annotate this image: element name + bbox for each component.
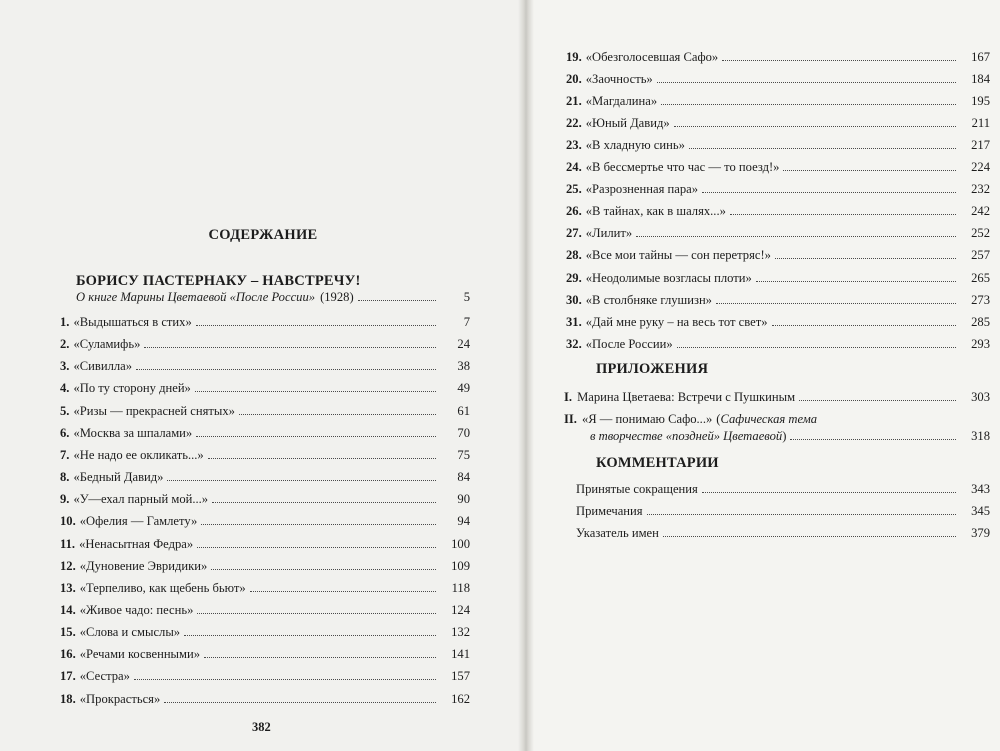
- entry-title: «Терпеливо, как щебень бьют»: [79, 580, 246, 595]
- entry-page: 141: [451, 647, 470, 662]
- entry-subtitle: Сафическая тема: [720, 412, 818, 426]
- appendix-entry-2: [564, 409, 990, 427]
- entry-page: 75: [457, 447, 470, 462]
- dot-leader: [195, 391, 436, 392]
- entry-title: «Магдалина»: [585, 94, 658, 109]
- entry-number: 12.: [60, 558, 76, 573]
- dot-leader: [702, 192, 956, 193]
- toc-entry: [566, 268, 990, 286]
- entry-page: 61: [457, 403, 470, 418]
- entry-page: 24: [457, 337, 470, 352]
- toc-entry: [566, 69, 990, 87]
- entry-number: 18.: [60, 691, 76, 706]
- toc-entry: [60, 489, 470, 507]
- dot-leader: [756, 281, 956, 282]
- entry-page: 70: [457, 425, 470, 440]
- toc-entry: [566, 91, 990, 109]
- entry-page: 132: [451, 625, 470, 640]
- entry-page: 7: [463, 315, 470, 329]
- dot-leader: [167, 480, 436, 481]
- entry-title: «Речами косвенными»: [79, 647, 201, 662]
- toc-entry: [60, 600, 470, 618]
- comments-heading: КОММЕНТАРИИ: [596, 455, 719, 471]
- toc-entry: [566, 201, 990, 219]
- entry-page: 118: [451, 580, 470, 595]
- dot-leader: [208, 458, 436, 459]
- comment-entry: [576, 479, 990, 497]
- toc-entry: [60, 666, 470, 684]
- entry-page: 90: [457, 492, 470, 507]
- entry-title: «Ненасытная Федра»: [79, 536, 194, 551]
- toc-entry: [566, 334, 990, 352]
- entry-number: 13.: [60, 580, 76, 595]
- toc-entry: [60, 511, 470, 529]
- entry-title: «Живое чадо: песнь»: [79, 602, 194, 617]
- dot-leader: [702, 492, 956, 493]
- entry-title: «Дуновение Эвридики»: [79, 558, 208, 573]
- entry-title: «Прокрасться»: [79, 691, 161, 706]
- dot-leader: [144, 347, 436, 348]
- entry-title: Принятые сокращения: [576, 482, 698, 496]
- toc-entry: [60, 622, 470, 640]
- entry-page: 318: [971, 429, 990, 443]
- entry-title: «Москва за шпалами»: [73, 425, 193, 440]
- entry-title: «Разрозненная пара»: [585, 182, 699, 197]
- entry-title: Примечания: [576, 504, 643, 518]
- toc-entry: [60, 578, 470, 596]
- entry-number: 27.: [566, 226, 582, 241]
- appendix-entry-1: [564, 387, 990, 405]
- dot-leader: [716, 303, 956, 304]
- entry-number: 29.: [566, 270, 582, 285]
- entry-number: 32.: [566, 336, 582, 351]
- entry-page: 184: [971, 72, 990, 87]
- entry-page: 217: [971, 138, 990, 153]
- entry-subtitle-cont: в творчестве «поздней» Цветаевой: [590, 429, 783, 443]
- entry-number: 4.: [60, 381, 70, 396]
- entry-page: 242: [971, 204, 990, 219]
- dot-leader: [661, 104, 956, 105]
- entry-number: 17.: [60, 669, 76, 684]
- entry-number: II.: [564, 412, 577, 426]
- dot-leader: [663, 536, 956, 537]
- entry-number: 22.: [566, 116, 582, 131]
- entry-page: 162: [451, 691, 470, 706]
- entry-page: 109: [451, 558, 470, 573]
- entry-title: «Офелия — Гамлету»: [79, 514, 198, 529]
- entry-title: «Дай мне руку – на весь тот свет»: [585, 314, 768, 329]
- intro-subtitle: О книге Марины Цветаевой «После России»: [76, 290, 316, 304]
- toc-entry: [566, 47, 990, 65]
- entry-number: 24.: [566, 160, 582, 175]
- toc-entry: [60, 401, 470, 419]
- entry-title: «Я — понимаю Сафо...»: [581, 412, 713, 426]
- toc-entry: [566, 245, 990, 263]
- entry-page: 84: [457, 470, 470, 485]
- entry-number: 25.: [566, 182, 582, 197]
- entry-page: 195: [971, 94, 990, 109]
- dot-leader: [184, 635, 436, 636]
- page-title: СОДЕРЖАНИЕ: [208, 227, 318, 243]
- toc-entry: [60, 356, 470, 374]
- entry-page: 157: [451, 669, 470, 684]
- entry-number: 26.: [566, 204, 582, 219]
- entry-page: 211: [971, 116, 990, 131]
- dot-leader: [164, 702, 436, 703]
- dot-leader: [799, 400, 956, 401]
- toc-entry: [60, 534, 470, 552]
- toc-entry: [566, 113, 990, 131]
- dot-leader: [211, 569, 436, 570]
- toc-entry: [60, 445, 470, 463]
- entry-title: «По ту сторону дней»: [73, 381, 191, 396]
- entry-title: Указатель имен: [576, 526, 659, 540]
- entry-number: 21.: [566, 94, 582, 109]
- entry-title: «В столбняке глушизн»: [585, 292, 712, 307]
- toc-entry: [566, 157, 990, 175]
- toc-entry: [566, 290, 990, 308]
- toc-entry: [566, 223, 990, 241]
- entry-number: 7.: [60, 447, 70, 462]
- entry-title: «Заочность»: [585, 72, 653, 87]
- toc-entry: [60, 423, 470, 441]
- toc-entry: [60, 556, 470, 574]
- entry-title: «В тайнах, как в шалях...»: [585, 204, 726, 219]
- entry-number: 14.: [60, 602, 76, 617]
- toc-entry: [60, 378, 470, 396]
- entry-number: I.: [564, 390, 573, 404]
- entry-page: 49: [457, 381, 470, 396]
- dot-leader: [196, 325, 436, 326]
- entry-title: «Неодолимые возгласы плоти»: [585, 270, 752, 285]
- toc-entry: [60, 689, 470, 707]
- entry-page: 38: [457, 359, 470, 374]
- dot-leader: [239, 414, 436, 415]
- dot-leader: [636, 236, 956, 237]
- dot-leader: [775, 258, 956, 259]
- entry-number: 3.: [60, 359, 70, 374]
- entry-number: 6.: [60, 425, 70, 440]
- entry-number: 10.: [60, 514, 76, 529]
- dot-leader: [730, 214, 956, 215]
- entry-title: «Юный Давид»: [585, 116, 670, 131]
- toc-entry: [60, 334, 470, 352]
- dot-leader: [196, 436, 436, 437]
- dot-leader: [783, 170, 956, 171]
- entry-title: «Бедный Давид»: [73, 470, 164, 485]
- entry-page: 285: [971, 314, 990, 329]
- entry-page: 345: [971, 504, 990, 518]
- entry-number: 28.: [566, 248, 582, 263]
- dot-leader: [134, 679, 436, 680]
- dot-leader: [647, 514, 956, 515]
- entry-number: 15.: [60, 625, 76, 640]
- entry-title: «После России»: [585, 336, 673, 351]
- entry-page: 167: [971, 50, 990, 64]
- entry-page: 379: [971, 526, 990, 540]
- entry-page: 265: [971, 270, 990, 285]
- entry-page: 224: [971, 160, 990, 175]
- entry-page: 293: [971, 336, 990, 351]
- paren-open: (: [716, 412, 721, 426]
- entry-page: 100: [451, 536, 470, 551]
- entry-title: «Выдышаться в стих»: [73, 315, 192, 329]
- entry-number: 31.: [566, 314, 582, 329]
- comment-entry: [576, 523, 990, 541]
- dot-leader: [657, 82, 956, 83]
- dot-leader: [201, 524, 436, 525]
- book-gutter: [518, 0, 534, 751]
- appendix-entry-2-cont: [590, 426, 990, 444]
- entry-number: 5.: [60, 403, 70, 418]
- dot-leader: [790, 439, 956, 440]
- entry-number: 19.: [566, 50, 582, 64]
- comment-entry: [576, 501, 990, 519]
- entry-title: «В хладную синь»: [585, 138, 685, 153]
- entry-page: 343: [971, 482, 990, 496]
- entry-page: 257: [971, 248, 990, 263]
- entry-title: «Обезголосевшая Сафо»: [585, 50, 719, 64]
- dot-leader: [674, 126, 956, 127]
- toc-entry: [60, 467, 470, 485]
- dot-leader: [197, 547, 436, 548]
- entry-page: 5: [463, 290, 470, 304]
- page-number: 382: [252, 720, 271, 734]
- entry-title: «У—ехал парный мой...»: [73, 492, 209, 507]
- entry-title: «Все мои тайны — сон перетряс!»: [585, 248, 771, 263]
- intro-heading: БОРИСУ ПАСТЕРНАКУ – НАВСТРЕЧУ!: [76, 273, 361, 289]
- entry-page: 252: [971, 226, 990, 241]
- toc-entry: [566, 179, 990, 197]
- dot-leader: [250, 591, 436, 592]
- entry-number: 2.: [60, 337, 70, 352]
- entry-page: 273: [971, 292, 990, 307]
- dot-leader: [212, 502, 436, 503]
- entry-title: «Ризы — прекрасней снятых»: [73, 403, 235, 418]
- entry-page: 303: [971, 390, 990, 404]
- entry-title: «Лилит»: [585, 226, 633, 241]
- entry-page: 124: [451, 602, 470, 617]
- entry-title: «Суламифь»: [73, 337, 141, 352]
- entry-page: 94: [457, 514, 470, 529]
- dot-leader: [722, 60, 956, 61]
- entry-title: «Слова и смыслы»: [79, 625, 181, 640]
- intro-year: (1928): [320, 290, 354, 304]
- dot-leader: [204, 657, 436, 658]
- dot-leader: [197, 613, 436, 614]
- entry-title: «Не надо ее окликать...»: [73, 447, 204, 462]
- dot-leader: [689, 148, 956, 149]
- entry-title: «Сивилла»: [73, 359, 133, 374]
- dot-leader: [358, 300, 436, 301]
- toc-entry: [60, 644, 470, 662]
- entry-number: 23.: [566, 138, 582, 153]
- dot-leader: [677, 347, 956, 348]
- entry-title: «В бессмертье что час — то поезд!»: [585, 160, 780, 175]
- entry-number: 8.: [60, 470, 70, 485]
- entry-number: 9.: [60, 492, 70, 507]
- paren-close: ): [782, 429, 787, 443]
- entry-page: 232: [971, 182, 990, 197]
- dot-leader: [136, 369, 436, 370]
- toc-entry: [566, 135, 990, 153]
- entry-number: 11.: [60, 536, 76, 551]
- entry-number: 30.: [566, 292, 582, 307]
- entry-number: 1.: [60, 315, 70, 329]
- intro-entry: [76, 287, 470, 305]
- toc-entry: [566, 312, 990, 330]
- entry-title: «Сестра»: [79, 669, 130, 684]
- entry-title: Марина Цветаева: Встречи с Пушкиным: [577, 390, 796, 404]
- toc-entry: [60, 312, 470, 330]
- entry-number: 20.: [566, 72, 582, 87]
- appendix-heading: ПРИЛОЖЕНИЯ: [596, 361, 709, 377]
- dot-leader: [772, 325, 956, 326]
- entry-number: 16.: [60, 647, 76, 662]
